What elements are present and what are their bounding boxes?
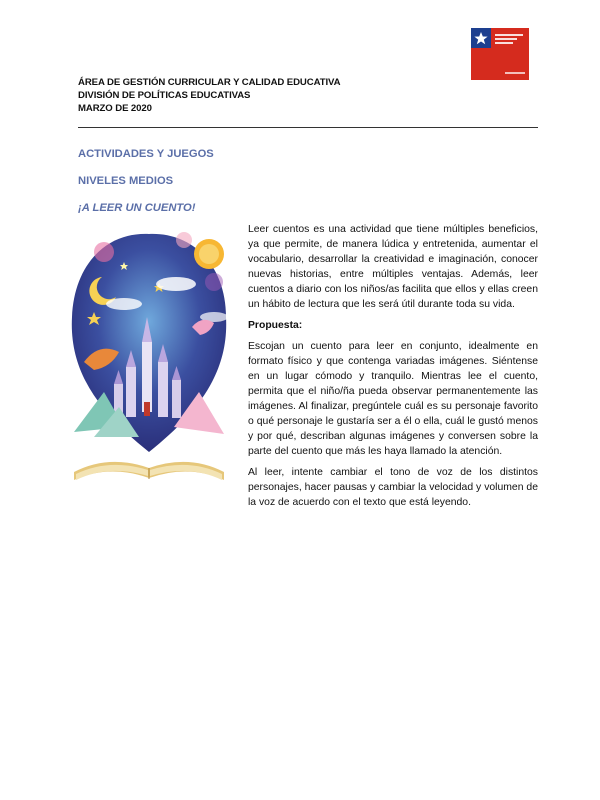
header-area: ÁREA DE GESTIÓN CURRICULAR Y CALIDAD EDUCATIVA <box>78 77 341 88</box>
storybook-fantasy-illustration <box>64 222 234 494</box>
proposal-heading: Propuesta: <box>248 320 303 331</box>
activity-title: ¡A LEER UN CUENTO! <box>78 202 196 214</box>
section-activities: ACTIVIDADES Y JUEGOS <box>78 148 214 160</box>
document-header <box>78 76 340 115</box>
header-divider <box>78 127 538 128</box>
intro-paragraph: Leer cuentos es una actividad que tiene múltiples beneficios, ya que permite, de manera lúdica y entretenida, aumentar el vocabulario, desarrollar la creatividad e imaginación, conocer nuevas historias, entre múltiples ventajas. Además, leer cuentos a diario con los niños/as facilita que ellos y ellas creen un hábito de lectura que les será útil durante toda su vida. <box>248 224 538 310</box>
reading-tips-paragraph: Al leer, intente cambiar el tono de voz de los distintos personajes, hacer pausas y cambiar la velocidad y volumen de la voz de acuerdo con el texto que está leyendo. <box>248 467 538 508</box>
header-date: MARZO DE 2020 <box>78 103 152 114</box>
activity-description <box>248 222 538 516</box>
chile-government-ministry-logo <box>471 28 529 80</box>
section-levels: NIVELES MEDIOS <box>78 175 174 187</box>
proposal-paragraph: Escojan un cuento para leer en conjunto, idealmente en formato físico y que contenga variadas imágenes. Siéntense en un lugar cómodo y tranquilo. Mientras lee el cuento, permita que el niño/ña pueda observar permanentemente las imágenes. Al finalizar, pregúntele cuál es su personaje favorito o qué personaje le gustaría ser a él o ella, cuál le gustó menos y por qué, describan algunas imágenes y conversen sobre la parte del cuento que más les haya llamado la atención. <box>248 341 538 457</box>
header-division: DIVISIÓN DE POLÍTICAS EDUCATIVAS <box>78 90 251 101</box>
